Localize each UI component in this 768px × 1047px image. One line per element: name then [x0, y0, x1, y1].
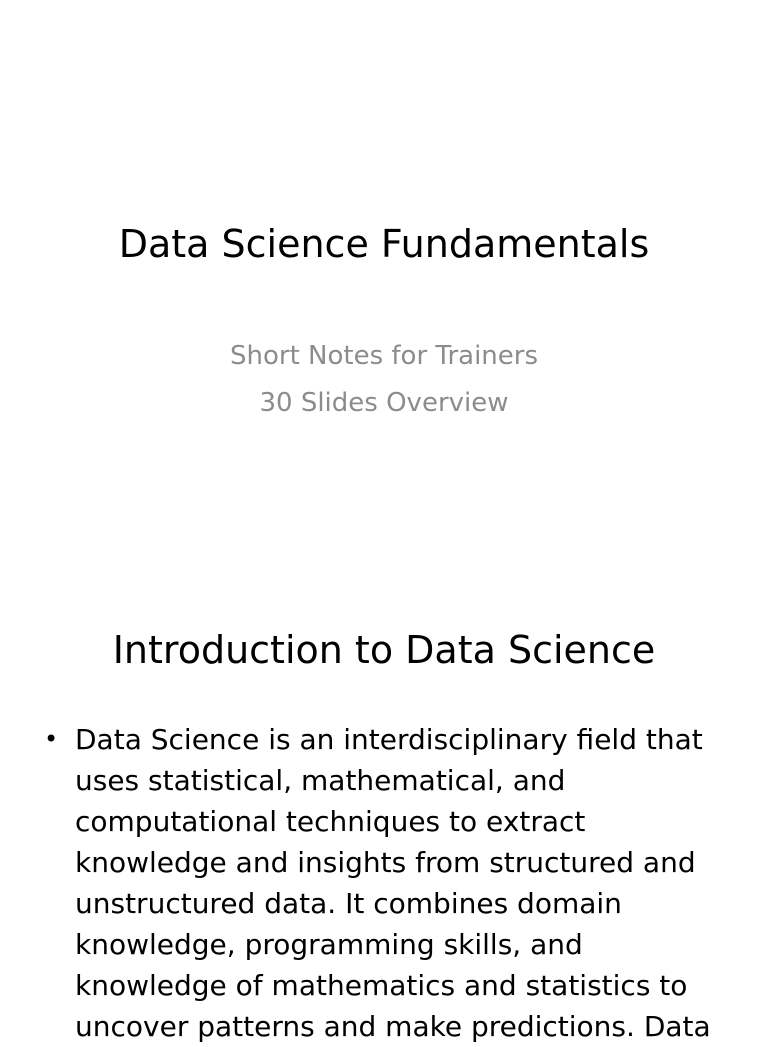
subtitle-line: 30 Slides Overview — [259, 388, 509, 418]
bullet-text: Data Science is an interdisciplinary field that uses statistical, mathematical, and computational techniques to extract knowledge and insights from structured and unstructured data. It combines domain knowledge, programming skills, and knowledge of mathematics and statistics to uncover patterns and make predictions. Data — [75, 723, 711, 1043]
bullet-icon: • — [44, 725, 59, 753]
slide-subtitle — [0, 333, 768, 427]
bullet-list — [40, 719, 720, 1047]
slide-title-heading: Data Science Fundamentals — [118, 222, 650, 266]
bullet-item — [40, 719, 720, 1047]
subtitle-line: Short Notes for Trainers — [229, 341, 539, 371]
slide-heading: Introduction to Data Science — [112, 628, 656, 672]
slide-introduction — [0, 576, 768, 1043]
